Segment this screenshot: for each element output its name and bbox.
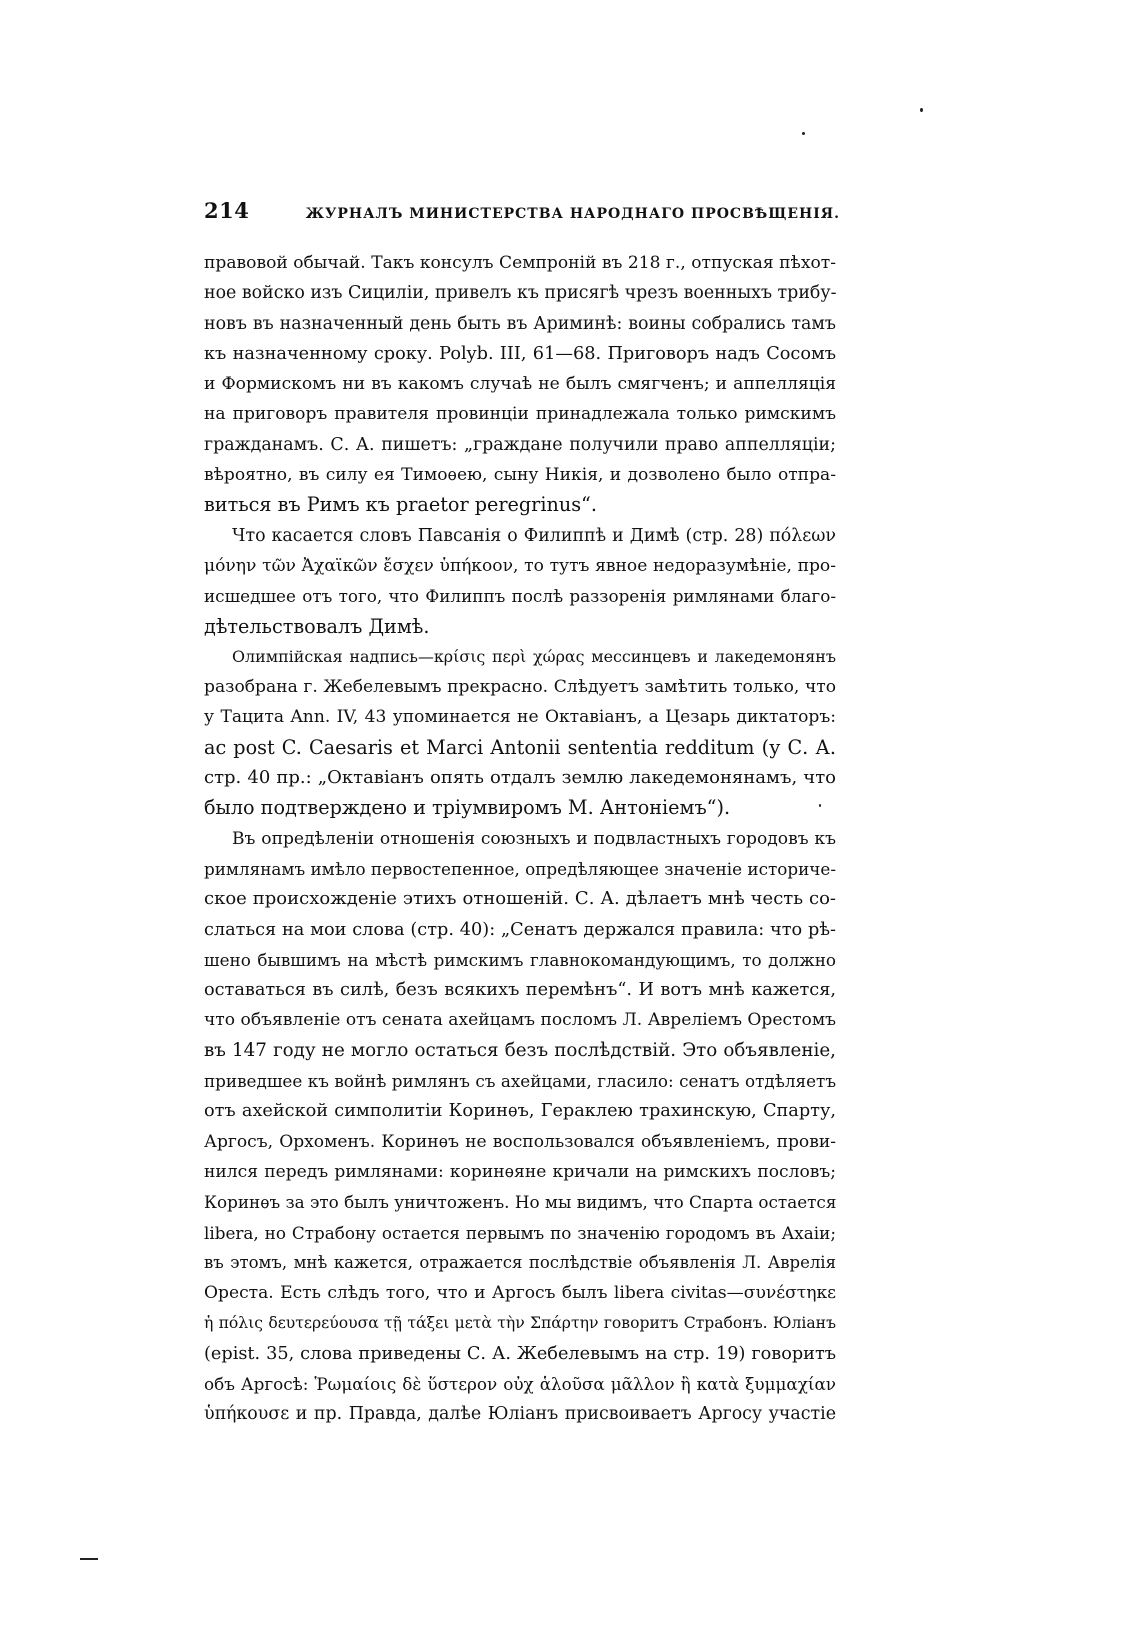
text-line: слаться на мои слова (стр. 40): „Сенатъ держался правила: что рѣ-: [204, 919, 836, 940]
text-line: на приговоръ правителя провинціи принадлежала только римскимъ: [204, 404, 836, 425]
text-line: libera, но Страбону остается первымъ по значенію городомъ въ Ахаіи;: [204, 1222, 836, 1243]
text-line: гражданамъ. С. А. пишетъ: „граждане получили право аппелляціи;: [204, 434, 836, 455]
page-number: 214: [204, 198, 250, 223]
text-line: стр. 40 пр.: „Октавіанъ опять отдалъ землю лакедемонянамъ, что: [204, 767, 836, 789]
text-line: и Формискомъ ни въ какомъ случаѣ не былъ смягченъ; и аппелляція: [204, 374, 836, 395]
text-line: (epist. 35, слова приведены С. А. Жебелевымъ на стр. 19) говоритъ: [204, 1343, 836, 1364]
body-text: [204, 248, 836, 1430]
text-line: къ назначенному сроку. Polyb. III, 61—68. Приговоръ надъ Сосомъ: [204, 343, 836, 364]
text-line: что объявленіе отъ сената ахейцамъ посломъ Л. Авреліемъ Орестомъ: [204, 1010, 836, 1031]
text-line: отъ ахейской симполитіи Коринѳъ, Гераклею трахинскую, Спарту,: [204, 1101, 836, 1122]
margin-dash: [80, 1558, 98, 1560]
print-speck: [802, 132, 805, 135]
text-line: оставаться въ силѣ, безъ всякихъ перемѣнъ“. И вотъ мнѣ кажется,: [204, 980, 836, 1001]
text-line: разобрана г. Жебелевымъ прекрасно. Слѣдуетъ замѣтить только, что: [204, 677, 836, 698]
text-line: нился передъ римлянами: коринѳяне кричали на римскихъ пословъ;: [204, 1161, 836, 1182]
text-line: Коринѳъ за это былъ уничтоженъ. Но мы видимъ, что Спарта остается: [204, 1192, 837, 1213]
text-line: ac post C. Caesaris et Marci Antonii sententia redditum (у С. А.: [204, 735, 836, 759]
page-header: [204, 198, 840, 228]
text-line: виться въ Римъ къ praetor peregrinus“.: [204, 493, 597, 517]
print-speck: [819, 804, 821, 807]
text-line: правовой обычай. Такъ консулъ Семпроній въ 218 г., отпуская пѣхот-: [204, 253, 836, 273]
text-line: μόνην τῶν Ἀχαϊκῶν ἔσχεν ὑπήκοον, то тутъ явное недоразумѣніе, про-: [204, 555, 836, 576]
text-line: Аргосъ, Орхоменъ. Коринѳъ не воспользовался объявленіемъ, прови-: [204, 1131, 836, 1152]
text-line: ное войско изъ Сициліи, привелъ къ присягѣ чрезъ военныхъ трибу-: [204, 283, 837, 304]
paragraph-start-line: Олимпійская надпись—κρίσις περὶ χώρας мессинцевъ и лакедемонянъ: [232, 646, 836, 666]
running-title: ЖУРНАЛЪ МИНИСТЕРСТВА НАРОДНАГО ПРОСВѢЩЕНІЯ.: [305, 206, 840, 222]
paragraph-start-line: Что касается словъ Павсанія о Филиппѣ и Димѣ (стр. 28) πόλεων: [232, 525, 836, 546]
text-line: новъ въ назначенный день быть въ Ариминѣ: воины собрались тамъ: [204, 313, 836, 334]
text-line: шено бывшимъ на мѣстѣ римскимъ главнокомандующимъ, то должно: [204, 949, 836, 970]
text-line: исшедшее отъ того, что Филиппъ послѣ раззоренія римлянами благо-: [204, 586, 836, 607]
text-line: у Тацита Ann. IV, 43 упоминается не Октавіанъ, а Цезарь диктаторъ:: [204, 707, 836, 728]
text-line: римлянамъ имѣло первостепенное, опредѣляющее значеніе историче-: [204, 858, 836, 879]
text-line: въ этомъ, мнѣ кажется, отражается послѣдствіе объявленія Л. Аврелія: [204, 1252, 836, 1272]
print-speck: [920, 108, 923, 112]
text-line: ἡ πόλις δευτερεύουσα τῇ τάξει μετὰ τὴν Σπάρτην говоритъ Страбонъ. Юліанъ: [204, 1314, 836, 1333]
text-line: было подтверждено и тріумвиромъ М. Антоніемъ“).: [204, 796, 731, 820]
text-line: Ореста. Есть слѣдъ того, что и Аргосъ былъ libera civitas—συνέστηκε: [204, 1283, 836, 1304]
text-line: ское происхожденіе этихъ отношеній. С. А. дѣлаетъ мнѣ честь со-: [204, 888, 836, 910]
paragraph-start-line: Въ опредѣленіи отношенія союзныхъ и подвластныхъ городовъ къ: [232, 828, 836, 849]
text-line: дѣтельствовалъ Димѣ.: [204, 614, 430, 638]
text-line: вѣроятно, въ силу ея Тимоѳею, сыну Никія, и дозволено было отпра-: [204, 465, 836, 486]
text-line: ὑπήκουσε и пр. Правда, далѣе Юліанъ присвоиваетъ Аргосу участіе: [204, 1404, 836, 1425]
text-line: въ 147 году не могло остаться безъ послѣдствій. Это объявленіе,: [204, 1039, 836, 1061]
text-line: приведшее къ войнѣ римлянъ съ ахейцами, гласило: сенатъ отдѣляетъ: [204, 1071, 836, 1092]
text-line: объ Аргосѣ: Ῥωμαίοις δὲ ὕστερον οὐχ ἁλοῦσα μᾶλλον ἢ κατὰ ξυμμαχίαν: [204, 1373, 836, 1394]
